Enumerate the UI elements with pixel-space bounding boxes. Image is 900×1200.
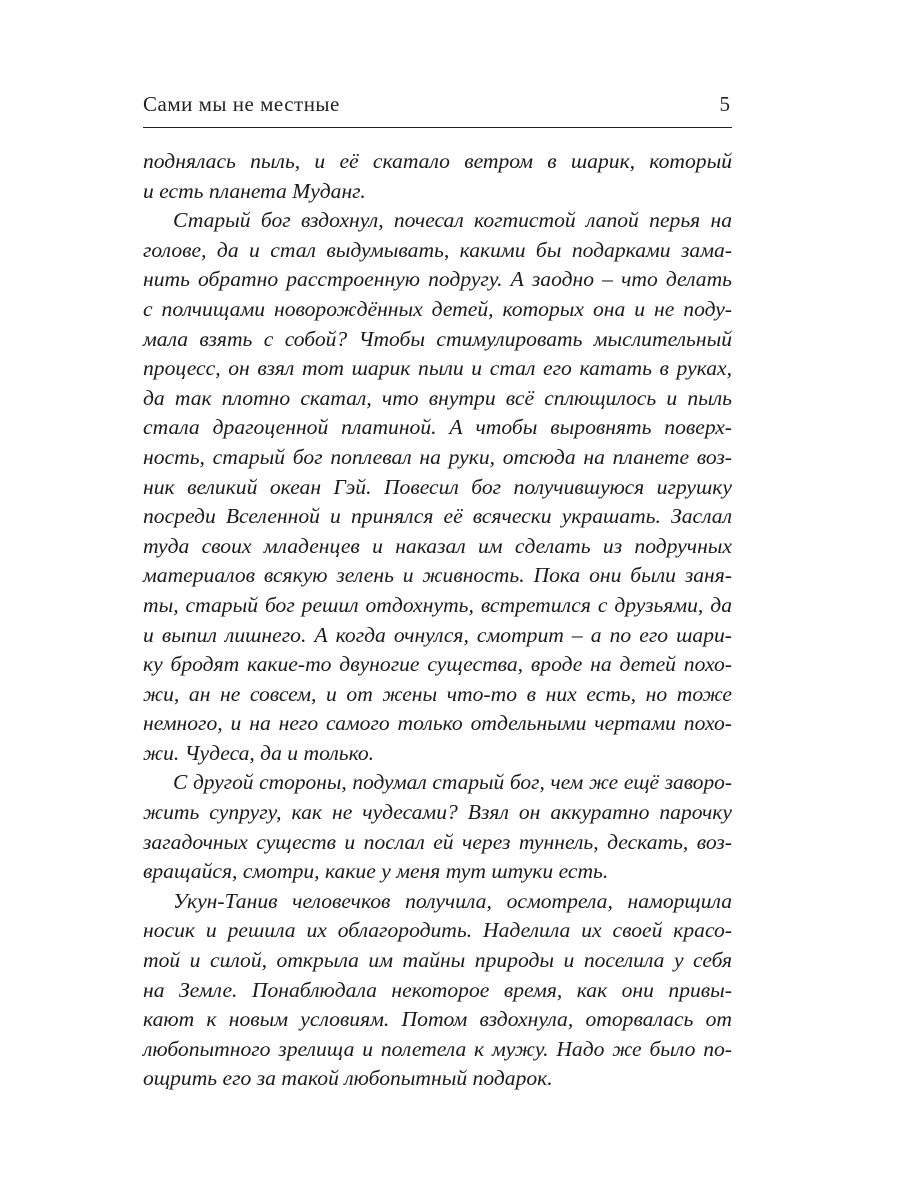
text-line: жить супругу, как не чудесами? Взял он аккуратно парочку <box>143 800 732 825</box>
text-line: нить обратно расстроенную подругу. А заодно – что делать <box>143 267 732 292</box>
text-line: мала взять с собой? Чтобы стимулировать мыслительный <box>143 326 732 351</box>
text-line: да так плотно скатал, что внутри всё сплющилось и пыль <box>143 385 732 410</box>
text-line: вращайся, смотри, какие у меня тут штуки есть. <box>143 859 609 884</box>
text-line: процесс, он взял тот шарик пыли и стал его катать в руках, <box>143 356 732 381</box>
text-line: носик и решила их облагородить. Наделила их своей красо- <box>143 918 732 943</box>
text-line: Укун-Танив человечков получила, осмотрела, наморщила <box>173 888 732 913</box>
text-line: любопытного зрелища и полетела к мужу. Надо же было по- <box>143 1036 732 1061</box>
text-line: туда своих младенцев и наказал им сделать из подручных <box>143 533 732 558</box>
text-line: поднялась пыль, и её скатало ветром в шарик, который <box>143 149 732 173</box>
text-line: жи, ан не совсем, и от жены что-то в них есть, но тоже <box>143 681 732 706</box>
text-line: немного, и на него самого только отдельными чертами похо- <box>143 711 732 736</box>
text-line: ощрить его за такой любопытный подарок. <box>143 1066 553 1091</box>
text-line: ку бродят какие-то двуногие существа, вроде на детей похо- <box>143 652 732 677</box>
header-rule <box>143 127 732 128</box>
text-line: посреди Вселенной и принялся её всячески украшать. Заслал <box>143 504 732 529</box>
text-line: с полчищами новорождённых детей, которых она и не поду- <box>143 296 732 321</box>
text-line: на Земле. Понаблюдала некоторое время, как они привы- <box>143 977 732 1002</box>
text-line: ты, старый бог решил отдохнуть, встретился с друзьями, да <box>143 592 732 617</box>
text-line: стала драгоценной платиной. А чтобы выровнять поверх- <box>143 415 732 440</box>
body-text <box>143 147 732 1094</box>
text-line: кают к новым условиям. Потом вздохнула, оторвалась от <box>143 1007 732 1032</box>
running-title: Сами мы не местные <box>143 92 340 116</box>
text-line: жи. Чудеса, да и только. <box>143 740 375 765</box>
text-line: той и силой, открыла им тайны природы и поселила у себя <box>143 948 732 973</box>
text-line: ник великий океан Гэй. Повесил бог получившуюся игрушку <box>143 474 732 499</box>
text-line: ность, старый бог поплевал на руки, отсюда на планете воз- <box>143 444 732 469</box>
text-line: материалов всякую зелень и живность. Пока они были заня- <box>143 563 732 588</box>
running-head <box>143 92 732 124</box>
page-number: 5 <box>719 92 730 116</box>
text-line: и есть планета Муданг. <box>143 178 366 203</box>
text-line: Старый бог вздохнул, почесал когтистой лапой перья на <box>173 208 732 233</box>
text-line: голове, да и стал выдумывать, какими бы подарками зама- <box>143 237 732 262</box>
text-line: и выпил лишнего. А когда очнулся, смотрит – а по его шари- <box>143 622 732 647</box>
text-line: С другой стороны, подумал старый бог, чем же ещё заворо- <box>173 770 732 795</box>
text-line: загадочных существ и послал ей через туннель, дескать, воз- <box>143 829 732 854</box>
